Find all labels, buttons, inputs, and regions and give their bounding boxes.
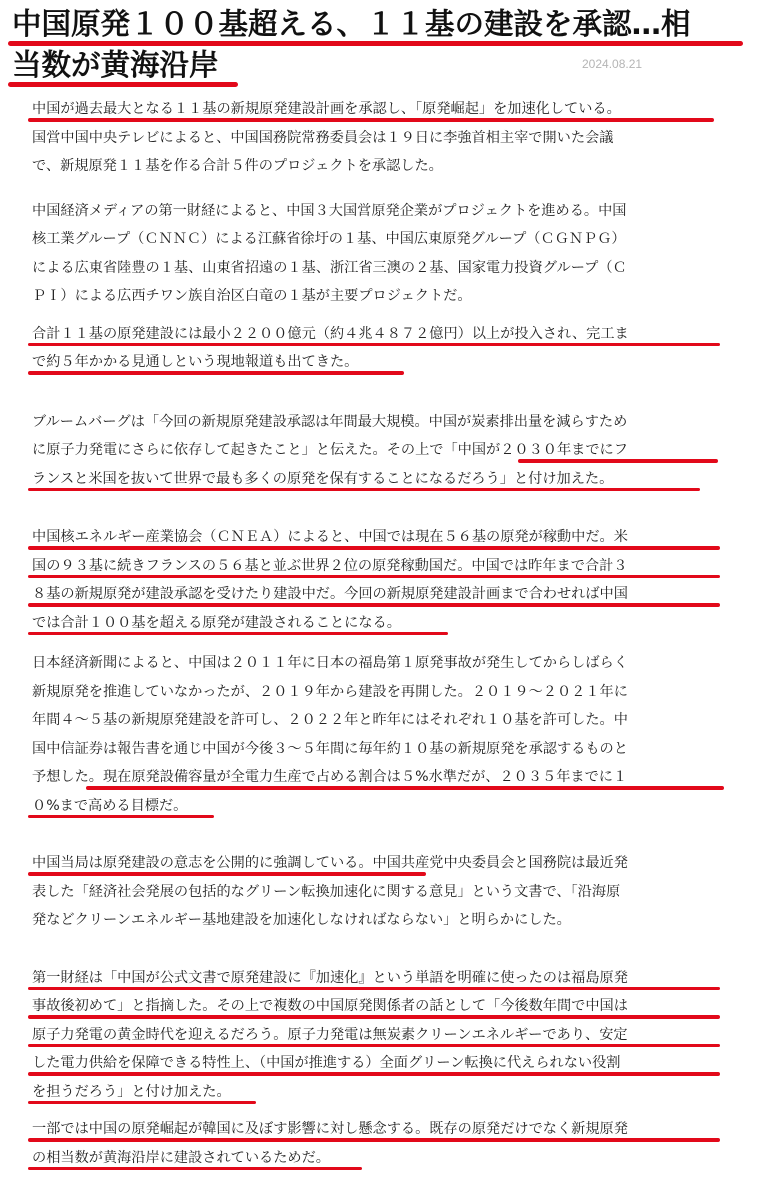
text-line: 国営中国中央テレビによると、中国国務院常務委員会は１９日に李強首相主宰で開いた会議 [32, 129, 614, 146]
text-line: 予想した。現在原発設備容量が全電力生産で占める割合は５%水準だが、２０３５年までに１ [32, 763, 722, 792]
text-line: ＰＩ）による広西チワン族自治区白竜の１基が主要プロジェクトだ。 [32, 288, 472, 304]
text-line: では合計１００基を超える原発が建設されることになる。 [32, 609, 722, 638]
paragraph [32, 320, 722, 377]
highlight-underline [28, 1015, 720, 1019]
text-line: 中国核エネルギー産業協会（ＣＮＥＡ）によると、中国では現在５６基の原発が稼動中だ。米 [32, 523, 722, 552]
text-line: 国中信証券は報告書を通じ中国が今後３～５年間に毎年約１０基の新規原発を承認するものと [32, 740, 628, 757]
text-line: ０%まで高める目標だ。 [32, 792, 722, 821]
text-line: 中国が過去最大となる１１基の新規原発建設計画を承認し、「原発崛起」を加速化している。 [32, 95, 722, 124]
highlight-underline [86, 786, 724, 790]
headline-line: 中国原発１００基超える、１１基の建設を承認…相 [12, 4, 747, 45]
highlight-underline [28, 118, 714, 122]
highlight-underline [28, 546, 720, 550]
highlight-underline [518, 459, 718, 463]
paragraph [32, 964, 722, 1107]
text-line: ブルームバーグは「今回の新規原発建設承認は年間最大規模。中国が炭素排出量を減らすため [32, 413, 628, 430]
highlight-underline [28, 575, 720, 579]
text-line: 中国当局は原発建設の意志を公開的に強調している。中国共産党中央委員会と国務院は最近発 [32, 849, 722, 878]
publish-date: 2024.08.21 [582, 57, 643, 71]
highlight-underline [28, 603, 720, 607]
text-line: 日本経済新聞によると、中国は２０１１年に日本の福島第１原発事故が発生してからしばらく [32, 655, 628, 671]
highlight-underline [28, 1167, 362, 1171]
text-line: 中国経済メディアの第一財経によると、中国３大国営原発企業がプロジェクトを進める。中国 [32, 202, 627, 219]
text-line: で約５年かかる見通しという現地報道も出てきた。 [32, 348, 722, 377]
text-line: 事故後初めて」と指摘した。その上で複数の中国原発関係者の話として「今後数年間で中国は [32, 992, 722, 1021]
highlight-underline [28, 632, 448, 636]
text-line: 年間４～５基の新規原発建設を許可し、２０２２年と昨年にはそれぞれ１０基を許可した。中 [32, 712, 628, 728]
paragraph [32, 649, 722, 820]
text-line: ランスと米国を抜いて世界で最も多くの原発を保有することになるだろう」と付け加えた。 [32, 465, 722, 494]
paragraph [32, 849, 722, 935]
paragraph [32, 523, 722, 637]
text-line: ８基の新規原発が建設承認を受けたり建設中だ。今回の新規原発建設計画まで合わせれば中国 [32, 580, 722, 609]
highlight-underline [28, 987, 720, 991]
text-line: 国の９３基に続きフランスの５６基と並ぶ世界２位の原発稼動国だ。中国では昨年まで合計３ [32, 552, 722, 581]
highlight-underline [28, 1101, 256, 1105]
highlight-underline [28, 371, 404, 375]
paragraph [32, 95, 722, 181]
text-line: 合計１１基の原発建設には最小２２００億元（約４兆４８７２億円）以上が投入され、完工ま [32, 320, 722, 349]
highlight-underline [28, 872, 426, 876]
highlight-underline [28, 488, 700, 492]
highlight-underline [28, 1138, 720, 1142]
text-line: 一部では中国の原発崛起が韓国に及ぼす影響に対し懸念する。既存の原発だけでなく新規原発 [32, 1115, 722, 1144]
paragraph [32, 1115, 722, 1172]
highlight-underline [28, 1044, 720, 1048]
text-line: 新規原発を推進していなかったが、２０１９年から建設を再開した。２０１９～２０２１年に [32, 683, 628, 700]
text-line: 発などクリーンエネルギー基地建設を加速化しなければならない」と明らかにした。 [32, 912, 571, 928]
text-line: による広東省陸豊の１基、山東省招遠の１基、浙江省三澳の２基、国家電力投資グループ（Ｃ [32, 259, 627, 276]
paragraph [32, 197, 722, 311]
highlight-underline [28, 815, 214, 819]
text-line: に原子力発電にさらに依存して起きたこと」と伝えた。その上で「中国が２０３０年までにフ [32, 436, 722, 465]
text-line: を担うだろう」と付け加えた。 [32, 1078, 722, 1107]
text-line: 表した「経済社会発展の包括的なグリーン転換加速化に関する意見」という文書で、「沿海原 [32, 883, 621, 900]
text-line: 第一財経は「中国が公式文書で原発建設に『加速化』という単語を明確に使ったのは福島原発 [32, 964, 722, 993]
text-line: の相当数が黄海沿岸に建設されているためだ。 [32, 1144, 722, 1173]
headline-underline [8, 82, 238, 87]
text-line: 原子力発電の黄金時代を迎えるだろう。原子力発電は無炭素クリーンエネルギーであり、安定 [32, 1021, 722, 1050]
text-line: 核工業グループ（ＣＮＮＣ）による江蘇省徐圩の１基、中国広東原発グループ（ＣＧＮＰＧ） [32, 231, 626, 247]
highlight-underline [28, 1072, 720, 1076]
text-line: で、新規原発１１基を作る合計５件のプロジェクトを承認した。 [32, 158, 443, 174]
headline [12, 4, 747, 86]
text-line: した電力供給を保障できる特性上、（中国が推進する）全面グリーン転換に代えられない役割 [32, 1049, 722, 1078]
headline-line: 当数が黄海沿岸 [12, 45, 747, 86]
article-body [32, 95, 722, 1172]
paragraph [32, 408, 722, 494]
highlight-underline [28, 343, 720, 347]
